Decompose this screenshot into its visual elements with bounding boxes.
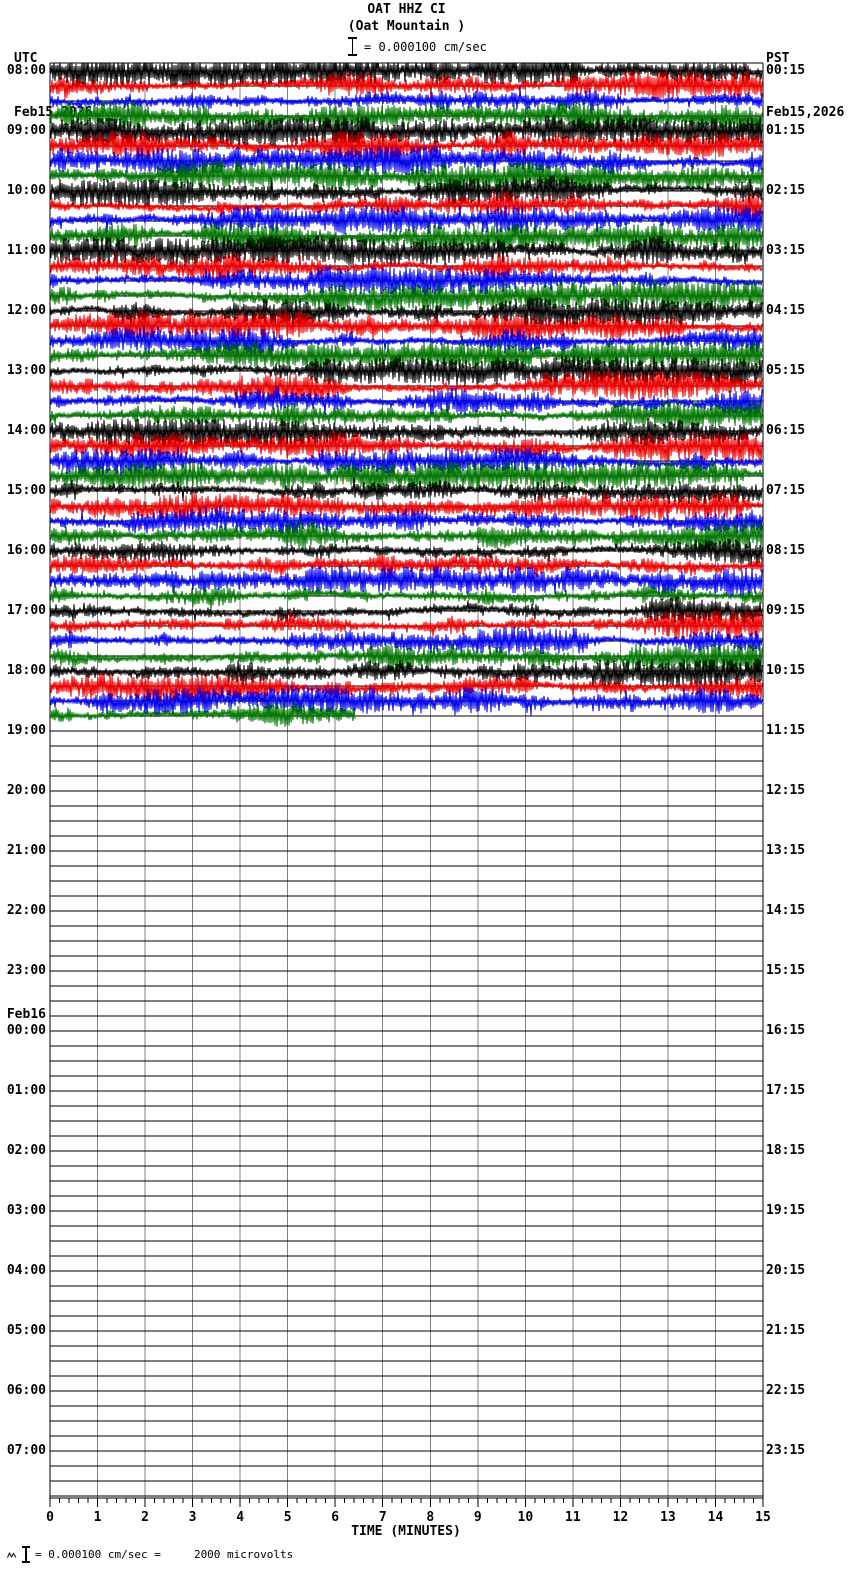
page-title: OAT HHZ CI <box>367 2 446 17</box>
pst-hour-label: 00:15 <box>766 63 806 78</box>
utc-hour-label: 14:00 <box>6 423 46 438</box>
x-tick-label: 14 <box>707 1510 724 1525</box>
x-tick-label: 3 <box>188 1510 197 1525</box>
pst-hour-label: 08:15 <box>766 543 806 558</box>
pst-hour-label: 05:15 <box>766 363 806 378</box>
utc-hour-label: 19:00 <box>6 723 46 738</box>
pst-hour-label: 01:15 <box>766 123 806 138</box>
utc-hour-label: 21:00 <box>6 843 46 858</box>
pst-hour-label: 16:15 <box>766 1023 806 1038</box>
pst-hour-label: 15:15 <box>766 963 806 978</box>
x-tick-label: 5 <box>283 1510 292 1525</box>
pst-hour-label: 19:15 <box>766 1203 806 1218</box>
utc-hour-label: 11:00 <box>6 243 46 258</box>
pst-hour-label: 12:15 <box>766 783 806 798</box>
footer-scale-text: = 0.000100 cm/sec = 2000 microvolts <box>35 1548 294 1561</box>
utc-hour-label: 10:00 <box>6 183 46 198</box>
pst-hour-label: 21:15 <box>766 1323 806 1338</box>
x-tick-label: 2 <box>141 1510 149 1525</box>
pst-hour-label: 09:15 <box>766 603 806 618</box>
pst-hour-label: 23:15 <box>766 1443 806 1458</box>
scale-legend-text: = 0.000100 cm/sec <box>364 39 487 54</box>
pst-hour-label: 20:15 <box>766 1263 806 1278</box>
pst-timezone-label: PST <box>766 51 790 66</box>
utc-hour-label: 12:00 <box>6 303 46 318</box>
x-tick-label: 6 <box>331 1510 340 1525</box>
x-tick-label: 13 <box>660 1510 676 1525</box>
utc-hour-label: 22:00 <box>6 903 46 918</box>
utc-hour-label: 15:00 <box>6 483 46 498</box>
pst-hour-label: 22:15 <box>766 1383 806 1398</box>
x-tick-label: 0 <box>46 1510 54 1525</box>
utc-hour-label: 09:00 <box>6 123 46 138</box>
utc-hour-label: 00:00 <box>6 1023 46 1038</box>
x-tick-label: 4 <box>236 1510 245 1525</box>
utc-hour-label: 20:00 <box>6 783 46 798</box>
utc-hour-label: 08:00 <box>6 63 46 78</box>
x-tick-label: 9 <box>473 1510 482 1525</box>
page-subtitle: (Oat Mountain ) <box>347 19 466 34</box>
utc-timezone-label: UTC <box>14 51 38 66</box>
x-axis-title: TIME (MINUTES) <box>351 1524 461 1539</box>
utc-hour-label: 05:00 <box>6 1323 46 1338</box>
utc-hour-label: 02:00 <box>6 1143 46 1158</box>
pst-hour-label: 11:15 <box>766 723 806 738</box>
pst-hour-label: 17:15 <box>766 1083 806 1098</box>
pst-hour-label: 07:15 <box>766 483 806 498</box>
pst-hour-label: 14:15 <box>766 903 806 918</box>
pst-hour-label: 06:15 <box>766 423 806 438</box>
utc-hour-label: 03:00 <box>6 1203 46 1218</box>
x-tick-label: 10 <box>517 1510 534 1525</box>
pst-hour-label: 03:15 <box>766 243 806 258</box>
utc-date-break-label: Feb16 <box>6 1007 46 1022</box>
utc-date-label: Feb15,2026 <box>14 105 93 120</box>
utc-hour-label: 18:00 <box>6 663 46 678</box>
pst-hour-label: 13:15 <box>766 843 806 858</box>
pst-hour-label: 18:15 <box>766 1143 806 1158</box>
utc-hour-label: 13:00 <box>6 363 46 378</box>
pst-hour-label: 02:15 <box>766 183 806 198</box>
utc-hour-label: 01:00 <box>6 1083 46 1098</box>
utc-hour-label: 23:00 <box>6 963 46 978</box>
utc-hour-label: 17:00 <box>6 603 46 618</box>
utc-hour-label: 04:00 <box>6 1263 46 1278</box>
utc-hour-label: 16:00 <box>6 543 46 558</box>
wiggle-icon <box>7 1550 17 1559</box>
pst-date-label: Feb15,2026 <box>766 105 845 120</box>
pst-hour-label: 04:15 <box>766 303 806 318</box>
pst-hour-label: 10:15 <box>766 663 806 678</box>
x-tick-label: 11 <box>565 1510 581 1525</box>
x-tick-label: 7 <box>378 1510 387 1525</box>
utc-hour-label: 07:00 <box>6 1443 46 1458</box>
x-tick-label: 1 <box>93 1510 102 1525</box>
footer-scale-bar-icon <box>22 1546 30 1563</box>
x-tick-label: 15 <box>755 1510 771 1525</box>
utc-hour-label: 06:00 <box>6 1383 46 1398</box>
x-tick-label: 12 <box>612 1510 629 1525</box>
footer-scale-note <box>7 1546 293 1563</box>
x-tick-label: 8 <box>426 1510 435 1525</box>
